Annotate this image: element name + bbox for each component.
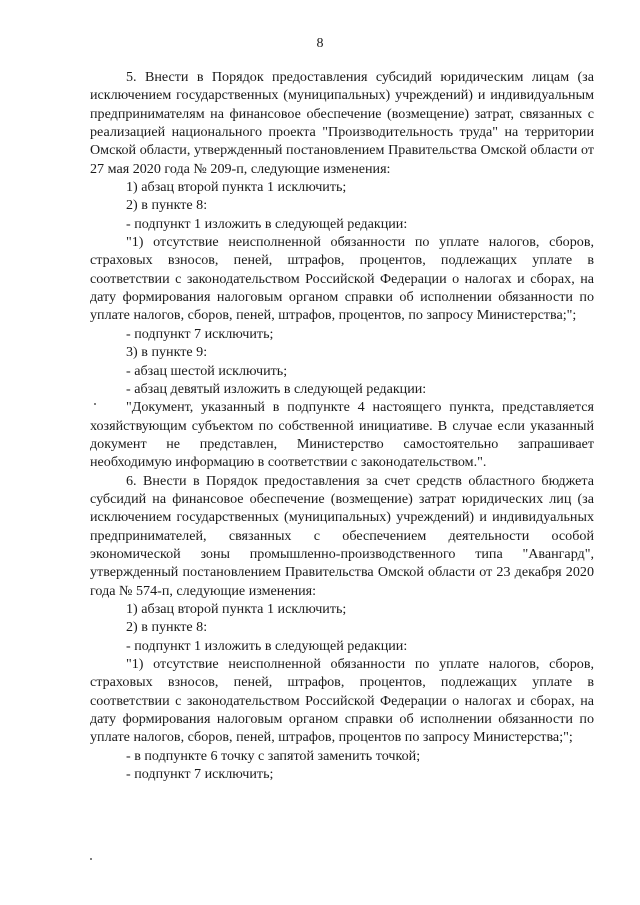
page-number: 8 [316,36,324,51]
paragraph-quoted-text: "1) отсутствие неисполненной обязанности по уплате налогов, сборов, страховых взносов, пеней, штрафов, процентов, подлежащих уплате в соответствии с законодательством Российской Федерации о налогах и сборах, на дату формирования налоговым органом справки об исполнении обязанности по уплате налогов, сборов, пеней, штрафов, процентов, по запросу Министерства;"; [90,234,594,324]
paragraph-subitem: - абзац девятый изложить в следующей редакции: [126,380,427,397]
paragraph-quoted-text: "Документ, указанный в подпункте 4 настоящего пункта, представляется хозяйствующим субъектом по собственной инициативе. В случае если указанный документ не представлен, Министерство самостоятельно запрашивает необходимую информацию в соответствии с законодательством.". [90,399,594,471]
paragraph-subitem: 1) абзац второй пункта 1 исключить; [126,179,347,196]
scan-speck [90,858,92,860]
paragraph-subitem: 3) в пункте 9: [126,344,208,361]
scan-speck [94,403,96,405]
paragraph-quoted-text: "1) отсутствие неисполненной обязанности по уплате налогов, сборов, страховых взносов, пеней, штрафов, процентов, подлежащих уплате в соответствии с законодательством Российской Федерации о налогах и сборах, на дату формирования налоговым органом справки об исполнении обязанности по уплате налогов, сборов, пеней, штрафов, процентов по запросу Министерства;"; [90,656,594,746]
paragraph-subitem: - в подпункте 6 точку с запятой заменить точкой; [126,747,421,764]
paragraph-item-5: 5. Внести в Порядок предоставления субсидий юридическим лицам (за исключением государственных (муниципальных) учреждений) и индивидуальным предпринимателям на финансовое обеспечение (возмещение) затрат, связанных с реализацией национального проекта "Производительность труда" на территории Омской области, утвержденный постановлением Правительства Омской области от 27 мая 2020 года № 209-п, следующие изменения: [90,69,594,177]
paragraph-subitem: - абзац шестой исключить; [126,362,288,379]
document-body [90,68,594,783]
paragraph-subitem: 2) в пункте 8: [126,619,208,636]
paragraph-item-6: 6. Внести в Порядок предоставления за счет средств областного бюджета субсидий на финансовое обеспечение (возмещение) затрат юридических лиц (за исключением государственных (муниципальных) учреждений) и индивидуальных предпринимателей, связанных с обеспечением деятельности особой экономической зоны промышленно-производственного типа "Авангард", утвержденный постановлением Правительства Омской области от 23 декабря 2020 года № 574-п, следующие изменения: [90,472,594,599]
paragraph-subitem: 1) абзац второй пункта 1 исключить; [126,600,347,617]
paragraph-subitem: - подпункт 7 исключить; [126,325,274,342]
paragraph-subitem: 2) в пункте 8: [126,197,208,214]
paragraph-subitem: - подпункт 1 изложить в следующей редакции: [126,215,408,232]
paragraph-subitem: - подпункт 7 исключить; [126,766,274,783]
paragraph-subitem: - подпункт 1 изложить в следующей редакции: [126,637,408,654]
